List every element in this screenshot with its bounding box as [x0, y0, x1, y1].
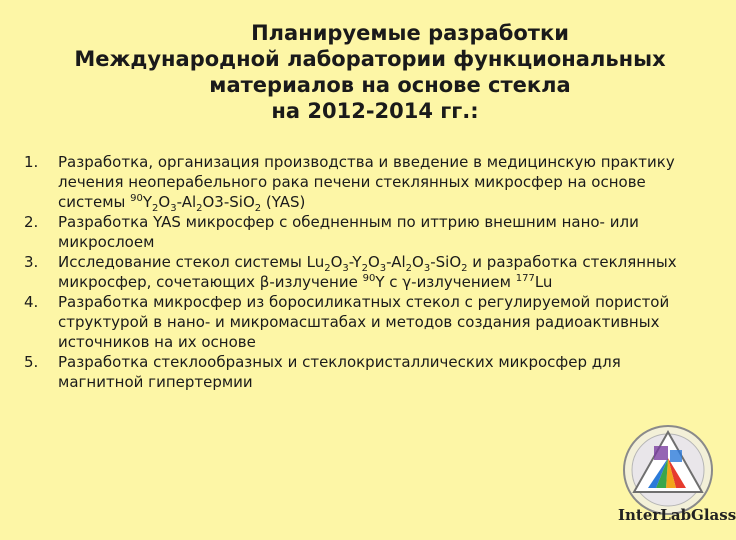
title-line-1: Планируемые разработки: [251, 21, 569, 45]
logo-glass-block: [654, 446, 668, 460]
slide-title: [40, 20, 700, 124]
list-item: [24, 352, 696, 392]
item-text: Разработка микросфер из боросиликатных стекол с регулируемой пористой: [58, 293, 670, 311]
list-item: [24, 292, 696, 352]
list-item: [24, 252, 696, 292]
item-text: Разработка, организация производства и введение в медицинскую практику: [58, 153, 675, 171]
list-item: [24, 212, 696, 252]
item-text: микрослоем: [58, 233, 155, 251]
item-formula: микросфер, сочетающих β-излучение $^{90}$Y с γ-излучением $^{177}$Lu: [58, 273, 553, 291]
item-text: Разработка YAS микросфер с обедненным по иттрию внешним нано- или: [58, 213, 639, 231]
title-line-4: на 2012-2014 гг.:: [271, 99, 479, 123]
plans-list: [24, 152, 696, 392]
logo-glass-block: [670, 450, 682, 462]
title-line-2: Международной лаборатории функциональных: [74, 47, 666, 71]
title-line-3: материалов на основе стекла: [209, 73, 571, 97]
item-text: Разработка стеклообразных и стеклокристаллических микросфер для: [58, 353, 621, 371]
item-number: 1.: [24, 153, 39, 171]
item-text: магнитной гипертермии: [58, 373, 253, 391]
item-formula: Исследование стекол системы $Lu_2O_3-Y_2O_3-Al_2O_3-SiO_2$ и разработка стеклянных: [58, 253, 677, 274]
item-formula: системы $^{90}Y_2O_3-Al_2O3-SiO_2$ (YAS): [58, 193, 306, 214]
item-text: лечения неоперабельного рака печени стеклянных микросфер на основе: [58, 173, 646, 191]
item-number: 2.: [24, 213, 39, 231]
item-number: 3.: [24, 253, 39, 271]
logo-text: InterLabGlass: [618, 506, 736, 524]
item-text: источников на их основе: [58, 333, 256, 351]
item-text: структурой в нано- и микромасштабах и методов создания радиоактивных: [58, 313, 660, 331]
item-number: 4.: [24, 293, 39, 311]
list-item: [24, 152, 696, 212]
item-number: 5.: [24, 353, 39, 371]
